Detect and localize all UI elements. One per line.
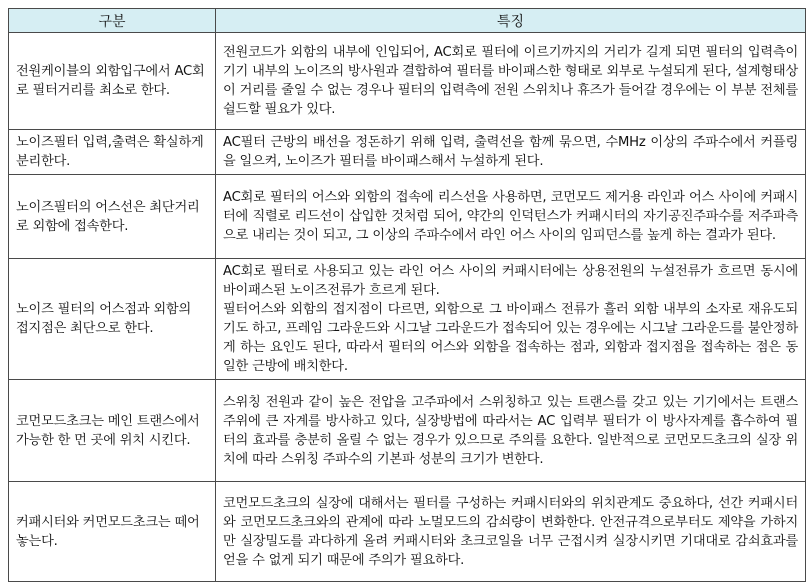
header-category: 구분 xyxy=(9,9,216,33)
feature-cell: AC필터 근방의 배선을 정돈하기 위해 입력, 출력선을 함께 묶으면, 수MHz 이상의 주파수에서 커플링을 일으켜, 노이즈가 필터를 바이패스해서 누설하게 된다. xyxy=(216,130,806,175)
table-row xyxy=(9,33,806,130)
table-header-row xyxy=(9,9,806,33)
category-cell: 노이즈필터의 어스선은 최단거리로 외함에 접속한다. xyxy=(9,175,216,259)
category-cell: 노이즈 필터의 어스점과 외함의 접지점은 최단으로 한다. xyxy=(9,259,216,380)
feature-cell: 스위칭 전원과 같이 높은 전압을 고주파에서 스위칭하고 있는 트랜스를 갖고 있는 기기에서는 트랜스 주위에 큰 자계를 방사하고 있다, 실장방법에 따라서는 AC 입력부 필터가 이 방사자계를 흡수하여 필터의 효과를 충분히 올릴 수 없는 경우가 있으므로 주의를 요한다. 일반적으로 코먼모드초크의 실장 위치에 따라 스위칭 주파수의 기본파 성분의 크기가 변한다. xyxy=(216,380,806,482)
feature-cell: 코먼모드초크의 실장에 대해서는 필터를 구성하는 커패시터와의 위치관계도 중요하다, 선간 커패시터와 코먼모드초크와의 관계에 따라 노멀모드의 감쇠량이 변화한다. 안전규격으로부터도 제약을 가하지만 실장밀도를 과다하게 올려 커패시터와 초크코일을 너무 근접시켜 실장시키면 기대대로 감쇠효과를 얻을 수 없게 되기 때문에 주의가 필요하다. xyxy=(216,482,806,582)
table-row xyxy=(9,130,806,175)
category-cell: 코먼모드초크는 메인 트랜스에서 가능한 한 먼 곳에 위치 시킨다. xyxy=(9,380,216,482)
characteristics-table xyxy=(8,8,806,582)
table-row xyxy=(9,380,806,482)
table-row xyxy=(9,175,806,259)
table-row xyxy=(9,482,806,582)
feature-paragraph: AC회로 필터로 사용되고 있는 라인 어스 사이의 커패시터에는 상용전원의 누설전류가 흐르면 동시에 바이패스된 노이즈전류가 흐르게 된다. xyxy=(223,264,798,298)
feature-paragraph: 필터어스와 외함의 접지점이 다르면, 외함으로 그 바이패스 전류가 흘러 외함 내부의 소자로 재유도되기도 하고, 프레임 그라운드와 시그날 그라운드가 접속되어 있는 경우에는 시그날 그라운드를 불안정하게 하는 요인도 된다, 따라서 필터의 어스와 외함을 접속하는 점과, 외함과 접지점을 접속하는 점은 동일한 근방에 배치한다. xyxy=(223,302,798,374)
category-cell: 노이즈필터 입력,출력은 확실하게 분리한다. xyxy=(9,130,216,175)
table-row xyxy=(9,259,806,380)
feature-cell: AC회로 필터의 어스와 외함의 접속에 리스선을 사용하면, 코먼모드 제거용 라인과 어스 사이에 커패시터에 직렬로 리드선이 삽입한 것처럼 되어, 약간의 인덕턴스가 커패시터의 자기공진주파수를 저주파측으로 내리는 것이 되고, 그 이상의 주파수에서 라인 어스 사이의 임피던스를 높게 하는 결과가 된다. xyxy=(216,175,806,259)
category-cell: 커패시터와 커먼모드초크는 떼어 놓는다. xyxy=(9,482,216,582)
category-cell: 전원케이블의 외함입구에서 AC회로 필터거리를 최소로 한다. xyxy=(9,33,216,130)
feature-cell: 전원코드가 외함의 내부에 인입되어, AC회로 필터에 이르기까지의 거리가 길게 되면 필터의 입력측이 기기 내부의 노이즈의 방사원과 결합하여 필터를 바이패스한 형태로 외부로 누설되게 된다, 설계형태상 이 거리를 줄일 수 없는 경우나 필터의 입력측에 전원 스위치나 휴즈가 들어갈 경우에는 이 부분 전체를 쉴드할 필요가 있다. xyxy=(216,33,806,130)
header-feature: 특징 xyxy=(216,9,806,33)
feature-cell xyxy=(216,259,806,380)
